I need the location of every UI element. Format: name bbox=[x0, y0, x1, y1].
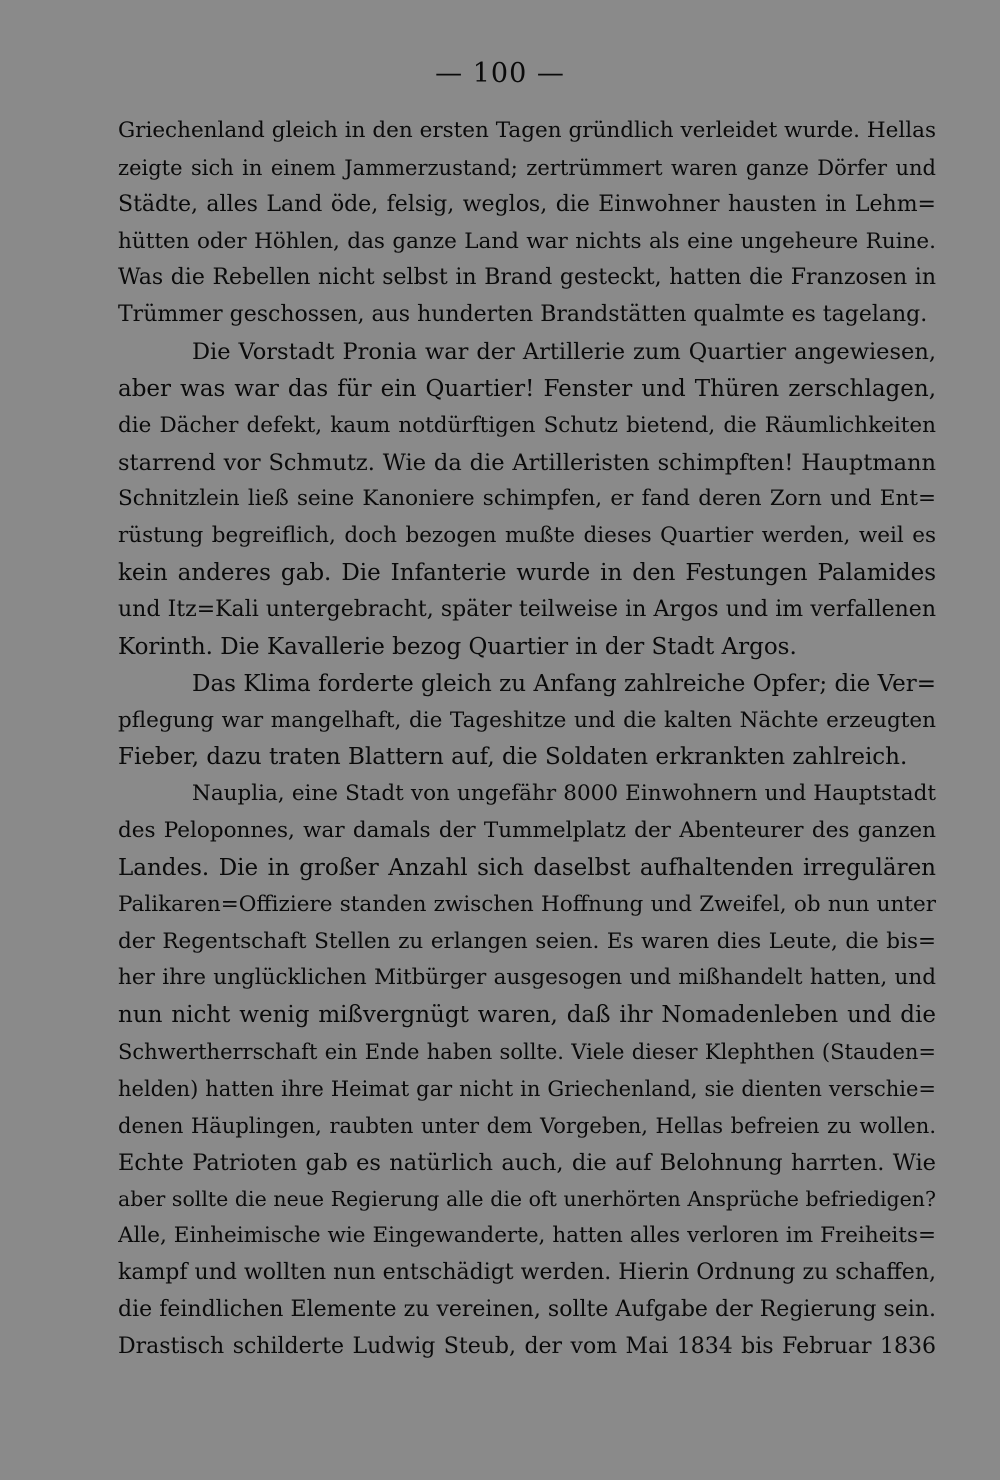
text-line: Städte, alles Land öde, felsig, weglos, die Einwohner hausten in Lehm= bbox=[118, 191, 936, 217]
text-line: starrend vor Schmutz. Wie da die Artilleristen schimpften! Hauptmann bbox=[118, 449, 936, 476]
page-number: — 100 — bbox=[435, 58, 565, 89]
text-line: Das Klima forderte gleich zu Anfang zahlreiche Opfer; die Ver= bbox=[192, 670, 936, 697]
text-line: helden) hatten ihre Heimat gar nicht in Griechenland, sie dienten verschie= bbox=[118, 1076, 936, 1101]
text-line: her ihre unglücklichen Mitbürger ausgesogen und mißhandelt hatten, und bbox=[118, 965, 936, 991]
text-line: die Dächer defekt, kaum notdürftigen Schutz bietend, die Räumlichkeiten bbox=[118, 412, 936, 438]
text-line: Trümmer geschossen, aus hunderten Brandstätten qualmte es tagelang. bbox=[118, 302, 928, 328]
text-line: zeigte sich in einem Jammerzustand; zertrümmert waren ganze Dörfer und bbox=[118, 155, 936, 180]
body-text bbox=[118, 113, 936, 1366]
text-line: des Peloponnes, war damals der Tummelplatz der Abenteurer des ganzen bbox=[118, 818, 936, 844]
text-line: denen Häuplingen, raubten unter dem Vorgeben, Hellas befreien zu wollen. bbox=[118, 1113, 936, 1138]
text-line: Nauplia, eine Stadt von ungefähr 8000 Einwohnern und Hauptstadt bbox=[192, 781, 936, 807]
text-line: kampf und wollten nun entschädigt werden. Hierin Ordnung zu schaffen, bbox=[118, 1260, 936, 1286]
text-line: Drastisch schilderte Ludwig Steub, der vom Mai 1834 bis Februar 1836 bbox=[118, 1333, 936, 1359]
text-line: nun nicht wenig mißvergnügt waren, daß ihr Nomadenleben und die bbox=[118, 1002, 936, 1029]
text-line: pflegung war mangelhaft, die Tageshitze und die kalten Nächte erzeugten bbox=[118, 707, 936, 733]
text-line: aber was war das für ein Quartier! Fenster und Thüren zerschlagen, bbox=[118, 375, 936, 402]
text-line: Echte Patrioten gab es natürlich auch, die auf Belohnung harrten. Wie bbox=[118, 1149, 936, 1176]
text-line: die feindlichen Elemente zu vereinen, sollte Aufgabe der Regierung sein. bbox=[118, 1297, 936, 1322]
text-line: kein anderes gab. Die Infanterie wurde in den Festungen Palamides bbox=[118, 560, 936, 587]
text-line: Landes. Die in großer Anzahl sich daselbst aufhaltenden irregulären bbox=[118, 854, 936, 881]
text-line: Schwertherrschaft ein Ende haben sollte. Viele dieser Klephthen (Stauden= bbox=[118, 1040, 936, 1065]
text-line: Fieber, dazu traten Blattern auf, die Soldaten erkrankten zahlreich. bbox=[118, 744, 908, 771]
text-line: Was die Rebellen nicht selbst in Brand gesteckt, hatten die Franzosen in bbox=[118, 265, 936, 291]
text-line: Korinth. Die Kavallerie bezog Quartier in der Stadt Argos. bbox=[118, 633, 797, 660]
text-line: hütten oder Höhlen, das ganze Land war nichts als eine ungeheure Ruine. bbox=[118, 228, 936, 254]
text-line: und Itz=Kali untergebracht, später teilweise in Argos und im verfallenen bbox=[118, 596, 936, 622]
text-line: Schnitzlein ließ seine Kanoniere schimpfen, er fand deren Zorn und Ent= bbox=[118, 486, 936, 512]
text-line: Die Vorstadt Pronia war der Artillerie zum Quartier angewiesen, bbox=[192, 339, 936, 366]
text-line: Palikaren=Offiziere standen zwischen Hoffnung und Zweifel, ob nun unter bbox=[118, 891, 936, 917]
text-line: der Regentschaft Stellen zu erlangen seien. Es waren dies Leute, die bis= bbox=[118, 928, 936, 954]
text-line: aber sollte die neue Regierung alle die oft unerhörten Ansprüche befriedigen? bbox=[118, 1187, 936, 1212]
text-line: rüstung begreiflich, doch bezogen mußte dieses Quartier werden, weil es bbox=[118, 523, 936, 549]
text-line: Griechenland gleich in den ersten Tagen gründlich verleidet wurde. Hellas bbox=[118, 118, 936, 143]
text-line: Alle, Einheimische wie Eingewanderte, hatten alles verloren im Freiheits= bbox=[118, 1223, 936, 1249]
